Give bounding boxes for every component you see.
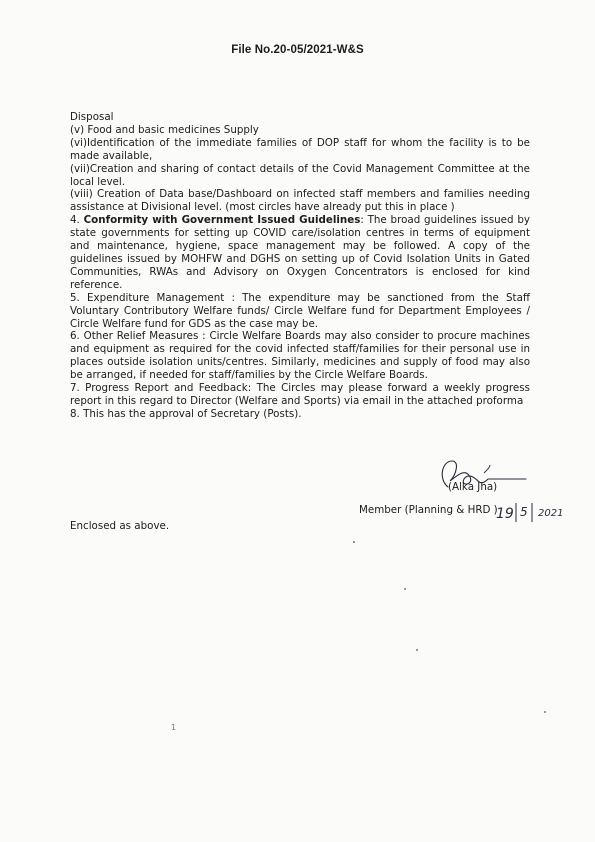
svg-text:2021: 2021 <box>538 508 564 519</box>
paragraph-5: 5. Expenditure Management : The expenditure may be sanctioned from the Staff Voluntary Contributory Welfare funds/ Circle Welfare fund for Department Employees / Circle Welfare fund for GDS as the case may be. <box>70 291 530 330</box>
svg-text:5: 5 <box>520 505 528 519</box>
paragraph-4-number: 4. <box>70 214 84 227</box>
handwritten-date <box>494 500 584 524</box>
scan-speck <box>416 649 418 651</box>
enclosure-note: Enclosed as above. <box>70 520 170 532</box>
file-number: File No.20-05/2021-W&S <box>231 44 364 56</box>
scan-speck <box>353 541 355 543</box>
item-vi: (vi)Identification of the immediate families of DOP staff for whom the facility is to be made available, <box>70 136 530 162</box>
signatory-name: (Alka Jha) <box>448 481 498 493</box>
signatory-designation: Member (Planning & HRD ) <box>359 504 498 516</box>
letter-body <box>70 111 530 421</box>
paragraph-6: 6. Other Relief Measures : Circle Welfare Boards may also consider to procure machines and equipment as required for the covid infected staff/families for their personal use in places outside isolation units/centres. Similarly, medicines and supply of food may also be arranged, if needed for staff/families by the Circle Welfare Boards. <box>70 330 530 382</box>
scan-speck <box>544 711 546 713</box>
scan-speck <box>404 588 406 590</box>
paragraph-4-text: : The broad guidelines issued by state governments for setting up COVID care/isolation centres in terms of equipment and maintenance, hygiene, space management may be followed. A copy of the guidelines issued by MOHFW and DGHS on setting up of Covid Isolation Units in Gated Communities, RWAs and Advisory on Oxygen Concentrators is enclosed for kind reference. <box>70 214 530 291</box>
item-viii: (viii) Creation of Data base/Dashboard on infected staff members and families needing assistance at Divisional level. (most circles have already put this in place ) <box>70 188 530 214</box>
paragraph-4 <box>70 214 530 291</box>
item-vii: (vii)Creation and sharing of contact details of the Covid Management Committee at the local level. <box>70 162 530 188</box>
item-v: (v) Food and basic medicines Supply <box>70 123 259 136</box>
svg-text:19: 19 <box>496 506 514 522</box>
paragraph-7: 7. Progress Report and Feedback: The Circles may please forward a weekly progress report in this regard to Director (Welfare and Sports) via email in the attached proforma <box>70 382 530 407</box>
paragraph-4-heading: Conformity with Government Issued Guidelines <box>83 214 361 227</box>
line-disposal: Disposal <box>70 111 114 123</box>
page-number: 1 <box>171 723 177 732</box>
paragraph-8: 8. This has the approval of Secretary (Posts). <box>70 407 302 420</box>
